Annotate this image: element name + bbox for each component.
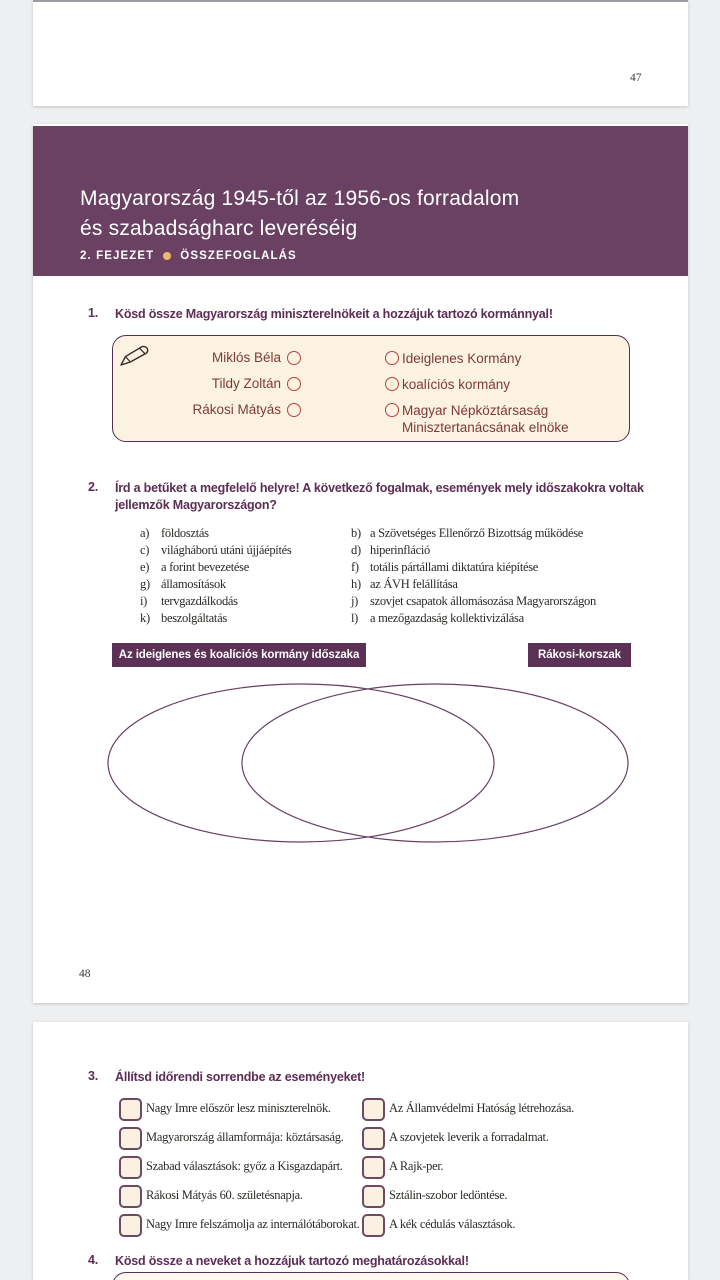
q2-item-letter: f) [351, 560, 359, 574]
q1-right-option: koalíciós kormány [402, 377, 511, 392]
page-number-47: 47 [630, 72, 642, 84]
match-circle-right-3[interactable] [385, 403, 399, 417]
q2-item-letter: l) [351, 611, 359, 625]
q3-event: Sztálin-szobor ledöntése. [389, 1188, 508, 1202]
q2-item-letter: e) [140, 560, 150, 574]
q2-item-letter: j) [351, 594, 359, 608]
q2-item-text: földosztás [161, 526, 209, 540]
q2-item [351, 526, 583, 541]
q1-left-option: Miklós Béla [211, 350, 281, 365]
order-checkbox[interactable] [119, 1185, 142, 1208]
q2-item-text: államosítások [161, 577, 226, 591]
order-checkbox[interactable] [119, 1214, 142, 1237]
q2-prompt-line1: Írd a betűket a megfelelő helyre! A következő fogalmak, események mely időszakokra voltak [115, 481, 644, 495]
order-checkbox[interactable] [119, 1098, 142, 1121]
q1-right-option: Ideiglenes Kormány [402, 351, 522, 366]
q2-item-text: a forint bevezetése [161, 560, 249, 574]
q2-item [140, 560, 249, 575]
order-checkbox[interactable] [362, 1127, 385, 1150]
q3-event: Szabad választások: győz a Kisgazdapárt. [146, 1159, 343, 1173]
q2-item-letter: g) [140, 577, 150, 591]
q3-event: A kék cédulás választások. [389, 1217, 516, 1231]
q4-answer-box [112, 1272, 630, 1280]
q2-item-letter: b) [351, 526, 361, 540]
chapter-subtitle [80, 250, 297, 262]
q3-event: Magyarország államformája: köztársaság. [146, 1130, 344, 1144]
q2-item [351, 577, 458, 592]
order-checkbox[interactable] [119, 1127, 142, 1150]
chapter-title-line2: és szabadságharc leveréséig [80, 217, 358, 240]
q2-item [140, 526, 209, 541]
page-47 [33, 0, 688, 106]
q3-event: Rákosi Mátyás 60. születésnapja. [146, 1188, 303, 1202]
q2-prompt-line2: jellemzők Magyarországon? [115, 498, 277, 512]
q2-item-letter: h) [351, 577, 361, 591]
match-circle-left-1[interactable] [287, 351, 301, 365]
q2-item-text: az ÁVH felállítása [370, 577, 458, 591]
venn-diagram[interactable] [100, 675, 640, 853]
q2-item-text: totális pártállami diktatúra kiépítése [370, 560, 539, 574]
venn-label-right: Rákosi-korszak [528, 643, 631, 667]
q2-item-text: tervgazdálkodás [161, 594, 238, 608]
q2-item [140, 611, 227, 626]
match-circle-left-3[interactable] [287, 403, 301, 417]
chapter-header-band [33, 126, 688, 276]
q1-right-option: Magyar Népköztársaság Minisztertanácsának elnöke [402, 403, 569, 435]
q4-number: 4. [88, 1253, 99, 1267]
match-circle-right-1[interactable] [385, 351, 399, 365]
q3-prompt: Állítsd időrendi sorrendbe az eseményeket! [115, 1070, 366, 1084]
q3-number: 3. [88, 1069, 99, 1083]
q2-item-letter: c) [140, 543, 150, 557]
gold-dot-icon [163, 252, 171, 260]
page-49 [33, 1022, 688, 1280]
q2-item-text: világháború utáni újjáépítés [161, 543, 292, 557]
match-circle-left-2[interactable] [287, 377, 301, 391]
q2-item [140, 543, 291, 558]
order-checkbox[interactable] [119, 1156, 142, 1179]
q4-prompt: Kösd össze a neveket a hozzájuk tartozó meghatározásokkal! [115, 1254, 469, 1268]
chapter-title-line1: Magyarország 1945-től az 1956-os forradalom [80, 187, 520, 210]
q2-item-text: a mezőgazdaság kollektivizálása [370, 611, 524, 625]
q2-item [351, 611, 524, 626]
order-checkbox[interactable] [362, 1214, 385, 1237]
q2-item-letter: d) [351, 543, 361, 557]
order-checkbox[interactable] [362, 1156, 385, 1179]
q2-item-letter: k) [140, 611, 150, 625]
section-label: ÖSSZEFOGLALÁS [180, 250, 297, 262]
q2-item-text: szovjet csapatok állomásozása Magyarországon [370, 594, 596, 608]
q2-item [351, 594, 596, 609]
q2-item-text: a Szövetséges Ellenőrző Bizottság működése [370, 526, 584, 540]
q1-number: 1. [88, 306, 99, 320]
q1-left-option: Rákosi Mátyás [192, 402, 281, 417]
q2-number: 2. [88, 480, 99, 494]
q1-left-option: Tildy Zoltán [211, 376, 281, 391]
q2-item-letter: a) [140, 526, 150, 540]
q3-event: A szovjetek leverik a forradalmat. [389, 1130, 549, 1144]
q2-item [140, 577, 226, 592]
q3-event: Az Államvédelmi Hatóság létrehozása. [389, 1101, 574, 1115]
q2-item-letter: i) [140, 594, 148, 608]
venn-label-left: Az ideiglenes és koalíciós kormány időszaka [112, 643, 366, 667]
q2-item [351, 560, 538, 575]
q2-item-text: beszolgáltatás [161, 611, 227, 625]
q3-event: A Rajk-per. [389, 1159, 444, 1173]
page-number-48: 48 [79, 968, 91, 980]
q2-item-text: hiperinfláció [370, 543, 430, 557]
chapter-label: 2. FEJEZET [80, 250, 155, 262]
q2-item [140, 594, 238, 609]
order-checkbox[interactable] [362, 1185, 385, 1208]
order-checkbox[interactable] [362, 1098, 385, 1121]
match-circle-right-2[interactable] [385, 377, 399, 391]
q3-event: Nagy Imre először lesz miniszterelnök. [146, 1101, 331, 1115]
q2-item [351, 543, 430, 558]
q3-event: Nagy Imre felszámolja az internálótáborokat. [146, 1217, 360, 1231]
q1-prompt: Kösd össze Magyarország miniszterelnökeit a hozzájuk tartozó kormánnyal! [115, 307, 553, 321]
